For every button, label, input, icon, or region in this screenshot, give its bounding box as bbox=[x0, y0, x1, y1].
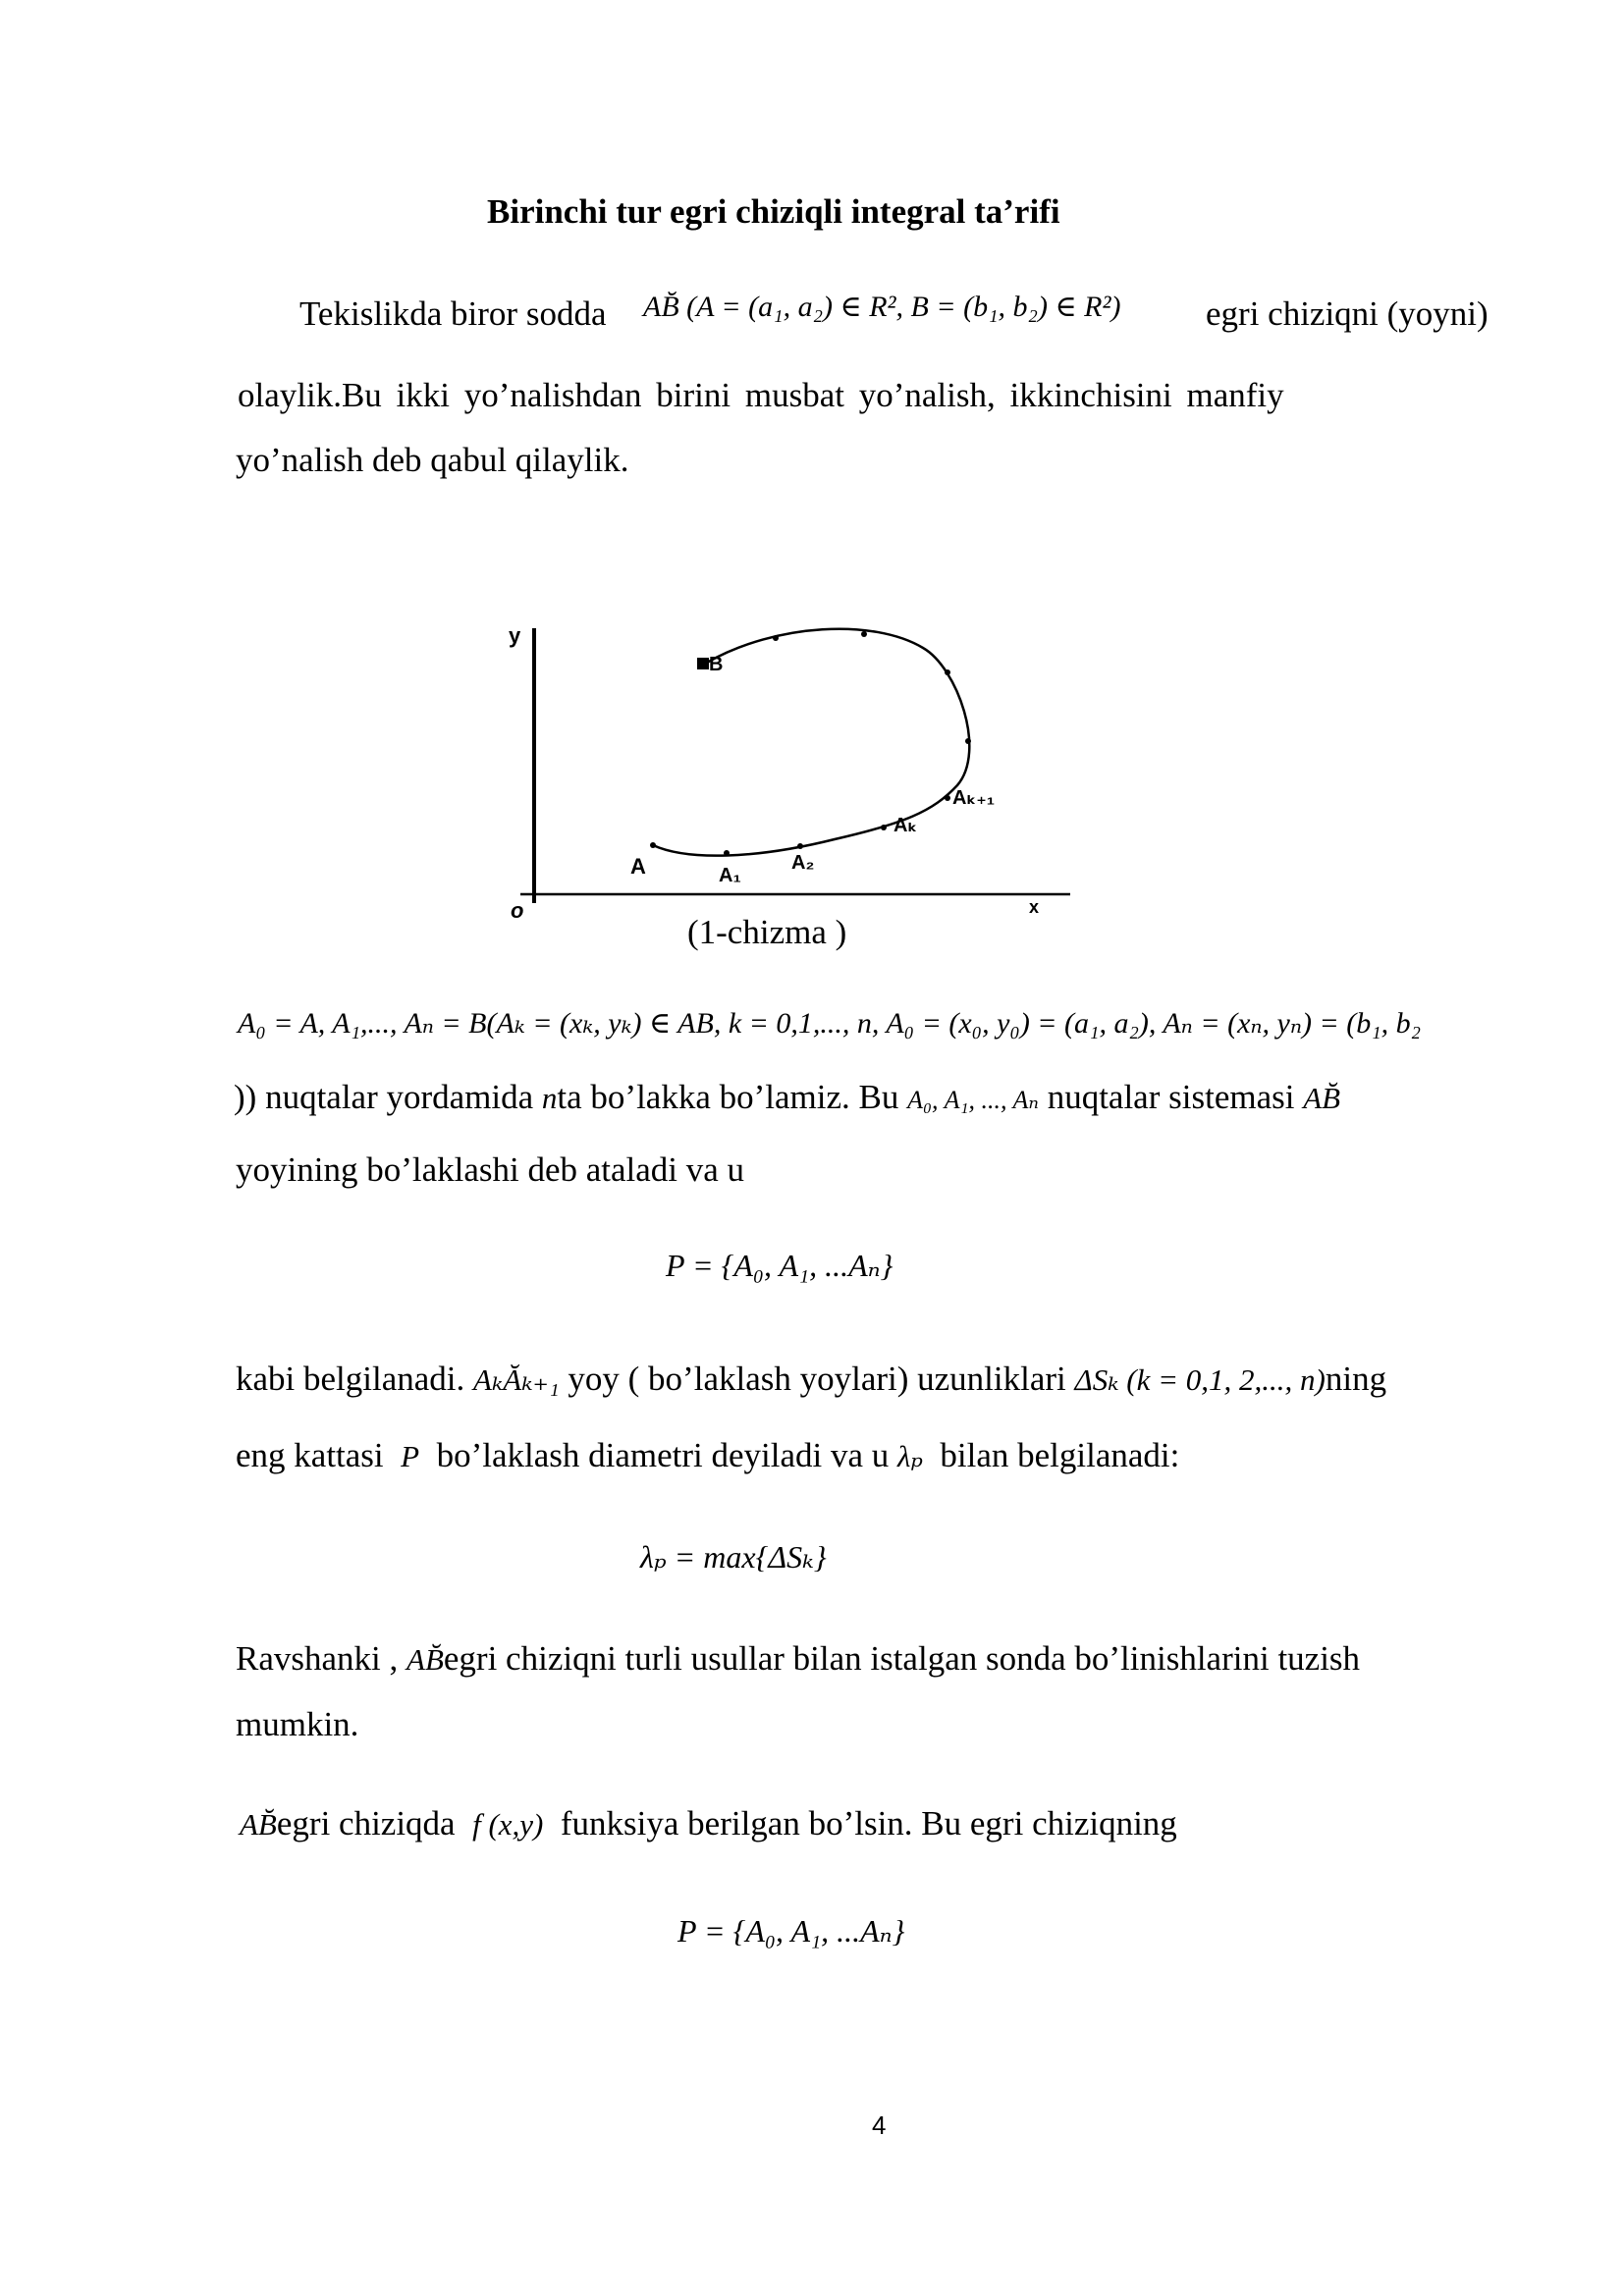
page-number: 4 bbox=[872, 2110, 887, 2140]
label-x: x bbox=[1029, 897, 1040, 917]
label-y: y bbox=[509, 623, 521, 648]
point-a bbox=[650, 842, 656, 848]
diameter-text-b: yoy ( bo’laklash yoylari) uzunliklari bbox=[568, 1360, 1066, 1398]
partition-paren: )) bbox=[234, 1078, 257, 1116]
partition-text-a: nuqtalar yordamida bbox=[265, 1078, 534, 1116]
point-curve-3 bbox=[861, 631, 867, 637]
partition-text-c: nuqtalar sistemasi bbox=[1047, 1078, 1295, 1116]
diameter-lambda: λₚ bbox=[897, 1439, 923, 1473]
partition-line-2 bbox=[234, 1078, 1340, 1117]
diameter-p: P bbox=[401, 1439, 420, 1473]
label-ak: Aₖ bbox=[893, 815, 918, 836]
point-a2 bbox=[797, 843, 803, 849]
point-curve-1 bbox=[965, 738, 971, 744]
function-text-b: funksiya berilgan bo’lsin. Bu egri chiziqning bbox=[560, 1804, 1177, 1842]
point-a1 bbox=[724, 850, 730, 856]
point-curve-4 bbox=[773, 635, 779, 641]
remark-line-1 bbox=[236, 1639, 1360, 1679]
partition-line-3: yoyining bo’laklashi deb ataladi va u bbox=[236, 1150, 745, 1189]
diameter-line-2 bbox=[236, 1436, 1179, 1475]
label-o: o bbox=[511, 898, 524, 918]
page-title: Birinchi tur egri chiziqli integral ta’rifi bbox=[487, 192, 1060, 231]
diameter-formula: λₚ = max{ΔSₖ} bbox=[640, 1539, 827, 1575]
function-ab: AB̆ bbox=[240, 1807, 277, 1842]
figure-caption: (1-chizma ) bbox=[687, 913, 847, 951]
diameter-text-e: bo’laklash diametri deyiladi va u bbox=[436, 1436, 890, 1474]
remark-text-b: egri chiziqni turli usullar bilan istalgan sonda bo’linishlarini tuzish bbox=[443, 1639, 1361, 1678]
partition-points: A₀, A₁, ..., Aₙ bbox=[907, 1086, 1039, 1114]
point-ak bbox=[881, 825, 887, 830]
label-b: B bbox=[709, 654, 724, 675]
partition-text-b: ta bo’lakka bo’lamiz. Bu bbox=[557, 1078, 899, 1116]
diameter-arc: AₖĂₖ₊₁ bbox=[473, 1362, 560, 1397]
function-set-formula: P = {A₀, A₁, ...Aₙ} bbox=[677, 1913, 905, 1949]
partition-n: n bbox=[541, 1081, 558, 1115]
intro-text-start: Tekislikda biror sodda bbox=[299, 294, 607, 333]
diameter-ds: ΔSₖ (k = 0,1, 2,..., n) bbox=[1074, 1362, 1326, 1397]
intro-formula-text: AB̆ (A = (a₁, a₂) ∈ R², B = (b₁, b₂) ∈ R²) bbox=[643, 291, 1121, 323]
intro-line-2: olaylik.Bu ikki yo’nalishdan birini musbat yo’nalish, ikkinchisini manfiy bbox=[238, 376, 1284, 414]
remark-text-a: Ravshanki , bbox=[236, 1639, 399, 1678]
point-ak1 bbox=[945, 795, 950, 801]
point-b bbox=[697, 658, 709, 669]
intro-text-end: egri chiziqni (yoyni) bbox=[1206, 294, 1489, 333]
diameter-text-f: bilan belgilanadi: bbox=[940, 1436, 1180, 1474]
function-f: f (x,y) bbox=[472, 1807, 544, 1842]
point-curve-2 bbox=[945, 669, 950, 675]
diameter-text-a: kabi belgilanadi. bbox=[236, 1360, 465, 1398]
label-a: A bbox=[630, 854, 646, 879]
label-ak1: Aₖ₊₁ bbox=[952, 787, 996, 809]
curve-diagram bbox=[461, 604, 1090, 918]
remark-ab: AB̆ bbox=[406, 1642, 444, 1677]
partition-set-formula: P = {A₀, A₁, ...Aₙ} bbox=[666, 1248, 893, 1283]
function-line bbox=[240, 1804, 1177, 1843]
diameter-text-c: ning bbox=[1325, 1360, 1387, 1398]
intro-line-3: yo’nalish deb qabul qilaylik. bbox=[236, 441, 629, 479]
remark-line-2: mumkin. bbox=[236, 1705, 359, 1743]
label-a2: A₂ bbox=[791, 852, 815, 874]
partition-formula-line: A₀ = A, A₁,..., Aₙ = B(Aₖ = (xₖ, yₖ) ∈ AB, k = 0,1,..., n, A₀ = (x₀, y₀) = (a₁, a₂), Aₙ = (xₙ, yₙ) = (b₁, b₂ bbox=[238, 1007, 1422, 1040]
diameter-line-1 bbox=[236, 1360, 1386, 1399]
figure-1 bbox=[461, 604, 1090, 923]
diameter-text-d: eng kattasi bbox=[236, 1436, 384, 1474]
label-a1: A₁ bbox=[719, 865, 741, 886]
intro-formula bbox=[643, 290, 1120, 324]
partition-ab: AB̆ bbox=[1303, 1081, 1341, 1115]
function-text-a: egri chiziqda bbox=[276, 1804, 456, 1842]
